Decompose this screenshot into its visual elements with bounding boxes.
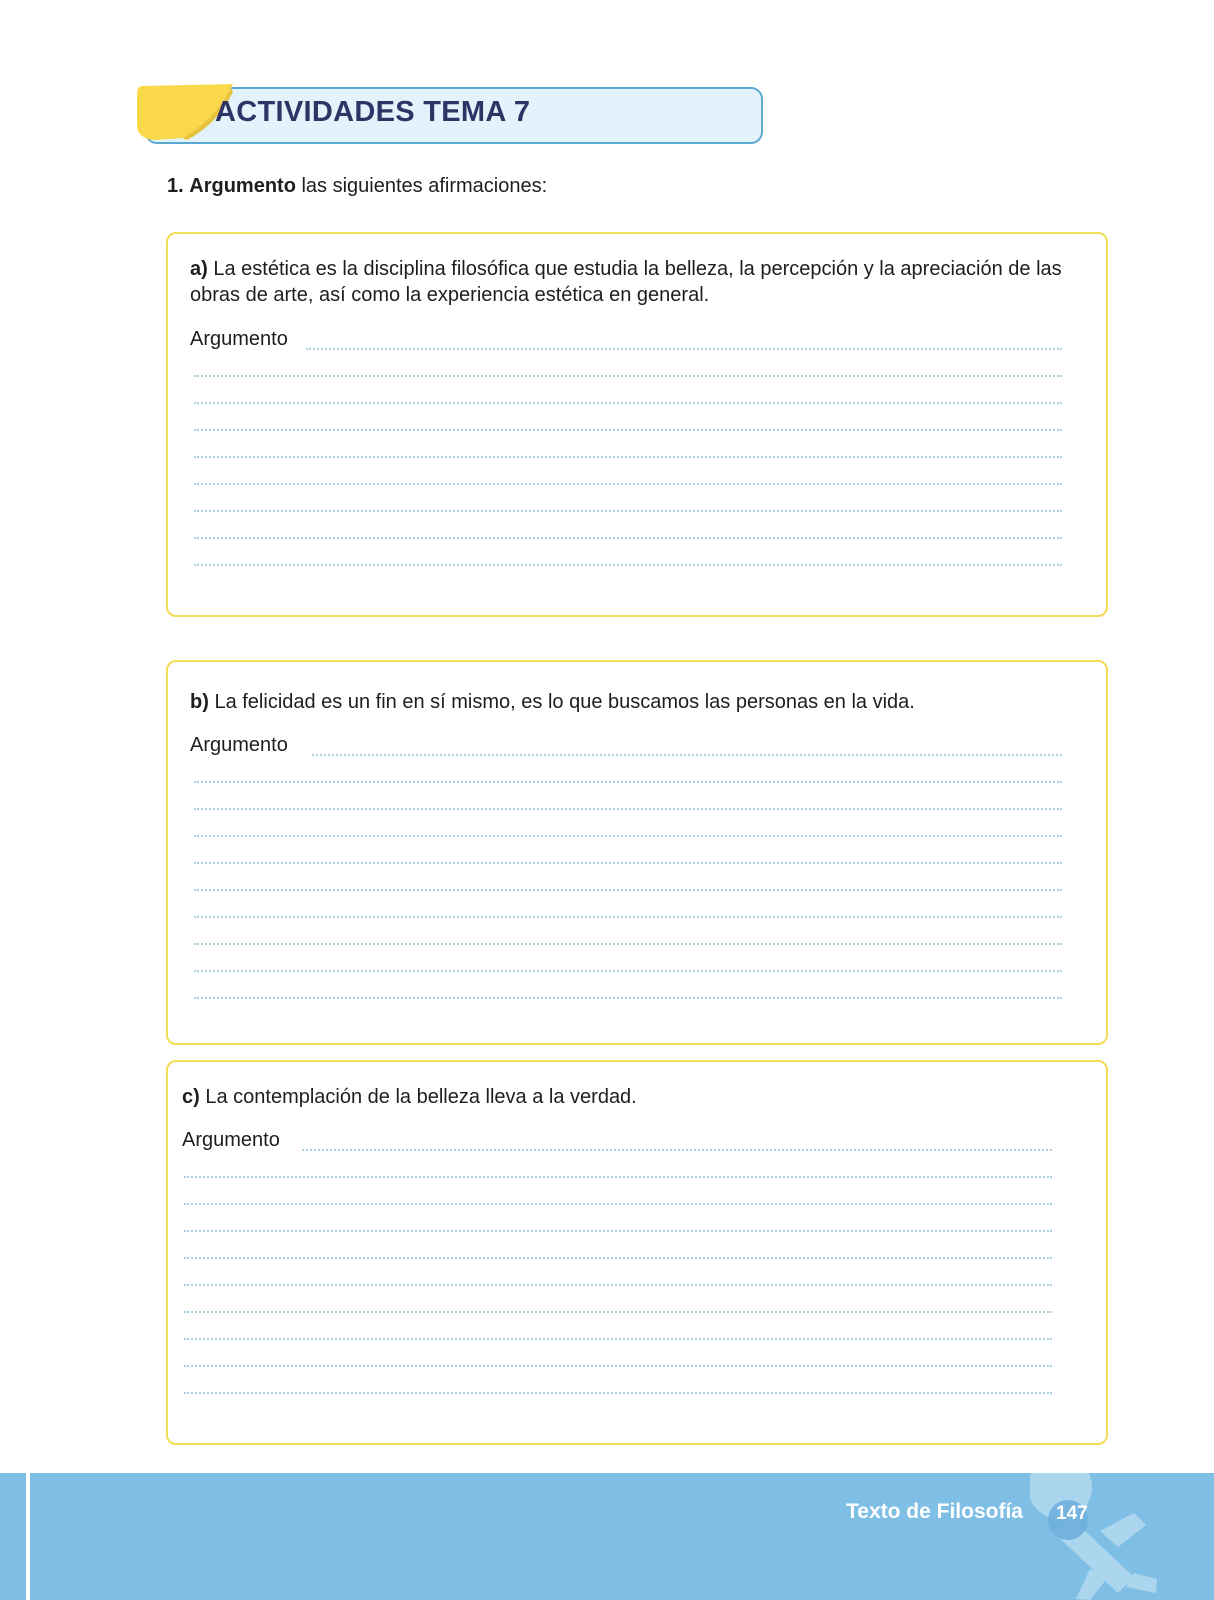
answer-line[interactable] — [184, 1365, 1052, 1367]
answer-line[interactable] — [194, 564, 1062, 566]
answer-line[interactable] — [184, 1392, 1052, 1394]
statement-b — [190, 689, 1090, 715]
answer-line[interactable] — [194, 781, 1062, 783]
answer-line[interactable] — [194, 402, 1062, 404]
instruction-number: 1. — [167, 175, 184, 197]
statement-c — [182, 1084, 1082, 1110]
statement-letter: a) — [190, 258, 208, 280]
answer-line[interactable] — [184, 1230, 1052, 1232]
answer-line[interactable] — [194, 537, 1062, 539]
statement-letter: c) — [182, 1086, 200, 1108]
statement-text: La felicidad es un fin en sí mismo, es lo que buscamos las personas en la vida. — [208, 691, 915, 713]
answer-line[interactable] — [184, 1176, 1052, 1178]
answer-line[interactable] — [194, 916, 1062, 918]
answer-line[interactable] — [194, 835, 1062, 837]
answer-line[interactable] — [184, 1284, 1052, 1286]
section-header — [135, 80, 767, 148]
answer-line[interactable] — [194, 970, 1062, 972]
answer-line[interactable] — [194, 808, 1062, 810]
answer-line[interactable] — [312, 754, 1062, 756]
answer-line[interactable] — [194, 429, 1062, 431]
statement-letter: b) — [190, 691, 209, 713]
answer-line[interactable] — [184, 1311, 1052, 1313]
book-title: Texto de Filosofía — [846, 1500, 1023, 1523]
activity-card-c — [166, 1060, 1108, 1445]
page-footer — [0, 1473, 1214, 1600]
argument-label: Argumento — [190, 328, 288, 350]
statement-text: La estética es la disciplina filosófica que estudia la belleza, la percepción y la apreciación de las obras de arte, así como la experiencia estética en general. — [190, 258, 1062, 306]
instruction-text — [167, 175, 547, 198]
rocket-icon — [1030, 1473, 1170, 1600]
answer-line[interactable] — [194, 510, 1062, 512]
answer-line[interactable] — [194, 889, 1062, 891]
answer-line[interactable] — [194, 862, 1062, 864]
page-title: ACTIVIDADES TEMA 7 — [215, 96, 531, 128]
instruction-keyword: Argumento — [189, 175, 296, 197]
answer-line[interactable] — [194, 483, 1062, 485]
argument-label: Argumento — [182, 1129, 280, 1151]
answer-line[interactable] — [184, 1257, 1052, 1259]
footer-divider — [26, 1473, 30, 1600]
statement-text: La contemplación de la belleza lleva a la verdad. — [199, 1086, 637, 1108]
instruction-rest: las siguientes afirmaciones: — [295, 175, 548, 197]
answer-line[interactable] — [194, 997, 1062, 999]
answer-line[interactable] — [194, 456, 1062, 458]
answer-line[interactable] — [194, 375, 1062, 377]
answer-line[interactable] — [194, 943, 1062, 945]
argument-label: Argumento — [190, 734, 288, 756]
statement-a — [190, 256, 1090, 308]
activity-card-a — [166, 232, 1108, 617]
activity-card-b — [166, 660, 1108, 1045]
answer-line[interactable] — [184, 1203, 1052, 1205]
answer-line[interactable] — [184, 1338, 1052, 1340]
answer-line[interactable] — [306, 348, 1062, 350]
answer-line[interactable] — [302, 1149, 1052, 1151]
page-number: 147 — [1056, 1503, 1088, 1524]
